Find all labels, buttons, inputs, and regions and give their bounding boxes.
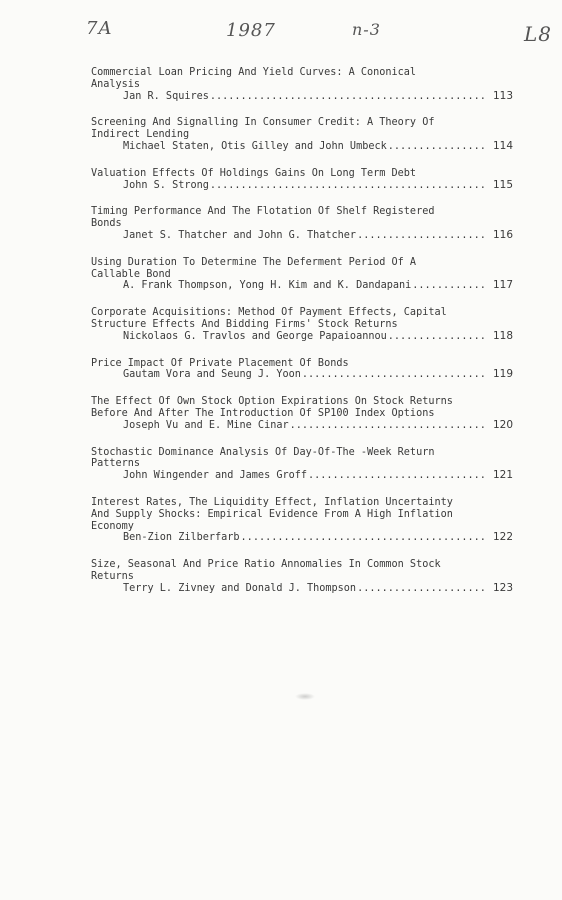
entry-page-number: 123	[492, 581, 513, 594]
entry-authors: Nickolaos G. Travlos and George Papaioannou	[123, 330, 387, 342]
toc-entry	[91, 257, 513, 292]
entry-title: The Effect Of Own Stock Option Expirations On Stock Returns Before And After The Introduction Of SP100 Index Options	[91, 396, 453, 419]
entry-title: Size, Seasonal And Price Ratio Annomalies In Common Stock Returns	[91, 559, 441, 582]
toc-entry	[91, 117, 513, 152]
toc-entry	[91, 447, 513, 482]
handwritten-code: L8	[524, 22, 553, 46]
entry-authors: Jan R. Squires	[123, 90, 209, 102]
entry-author-line	[91, 369, 513, 381]
entry-page-number: 118	[492, 329, 513, 342]
dot-leader	[210, 91, 485, 103]
toc-entry	[91, 497, 513, 544]
handwritten-issue: n-3	[352, 20, 381, 39]
entry-author-line	[91, 420, 513, 432]
entry-author-line	[91, 141, 513, 153]
entry-authors: Janet S. Thatcher and John G. Thatcher	[123, 229, 357, 241]
toc-entry	[91, 168, 513, 192]
toc-entry	[91, 307, 513, 342]
ink-smudge	[295, 693, 315, 700]
table-of-contents	[91, 67, 513, 610]
dot-leader	[357, 583, 485, 595]
entry-authors: A. Frank Thompson, Yong H. Kim and K. Dandapani	[123, 280, 412, 292]
entry-author-line	[91, 180, 513, 192]
dot-leader	[308, 470, 485, 482]
entry-page-number: 121	[492, 469, 513, 482]
toc-entry	[91, 206, 513, 241]
dot-leader	[210, 180, 485, 192]
entry-title: Interest Rates, The Liquidity Effect, Inflation Uncertainty And Supply Shocks: Empirical Evidence From A High Inflation Economy	[91, 496, 453, 532]
entry-author-line	[91, 331, 513, 343]
dot-leader	[302, 369, 485, 381]
entry-authors: John Wingender and James Groff	[123, 470, 308, 482]
dot-leader	[290, 420, 485, 432]
entry-authors: John S. Strong	[123, 179, 209, 191]
entry-title: Using Duration To Determine The Deferment Period Of A Callable Bond	[91, 256, 417, 280]
entry-author-line	[91, 470, 513, 482]
entry-author-line	[91, 280, 513, 292]
dot-leader	[388, 141, 485, 153]
handwritten-year: 1987	[226, 20, 276, 41]
entry-author-line	[91, 230, 513, 242]
entry-page-number: 114	[492, 139, 513, 152]
entry-page-number: 119	[492, 368, 513, 381]
dot-leader	[412, 280, 485, 292]
entry-authors: Joseph Vu and E. Mine Cinar	[123, 419, 289, 431]
entry-page-number: 122	[492, 531, 513, 544]
entry-authors: Michael Staten, Otis Gilley and John Umbeck	[123, 140, 387, 152]
handwritten-mark: 7A	[86, 18, 113, 39]
toc-entry	[91, 559, 513, 594]
entry-author-line	[91, 91, 513, 103]
entry-title: Corporate Acquisitions: Method Of Payment Effects, Capital Structure Effects And Bidding Firms' Stock Returns	[91, 307, 447, 330]
entry-authors: Terry L. Zivney and Donald J. Thompson	[123, 582, 357, 594]
toc-entry	[91, 358, 513, 382]
entry-title: Price Impact Of Private Placement Of Bonds	[91, 357, 349, 369]
entry-title: Valuation Effects Of Holdings Gains On Long Term Debt	[91, 167, 417, 179]
entry-page-number: 113	[492, 89, 513, 102]
entry-page-number: 117	[492, 279, 513, 292]
entry-title: Stochastic Dominance Analysis Of Day-Of-The -Week Return Patterns	[91, 446, 435, 470]
entry-page-number: 116	[492, 228, 513, 241]
entry-authors: Gautam Vora and Seung J. Yoon	[123, 369, 301, 381]
entry-title: Screening And Signalling In Consumer Credit: A Theory Of Indirect Lending	[91, 117, 435, 141]
toc-entry	[91, 67, 513, 102]
entry-page-number: 115	[492, 178, 513, 191]
dot-leader	[357, 230, 485, 242]
entry-authors: Ben-Zion Zilberfarb	[123, 532, 240, 544]
entry-author-line	[91, 532, 513, 544]
entry-title: Timing Performance And The Flotation Of Shelf Registered Bonds	[91, 206, 435, 230]
entry-page-number: 120	[492, 418, 513, 431]
dot-leader	[241, 532, 485, 544]
toc-entry	[91, 396, 513, 431]
entry-author-line	[91, 583, 513, 595]
dot-leader	[388, 331, 485, 343]
entry-title: Commercial Loan Pricing And Yield Curves: A Cononical Analysis	[91, 67, 417, 90]
